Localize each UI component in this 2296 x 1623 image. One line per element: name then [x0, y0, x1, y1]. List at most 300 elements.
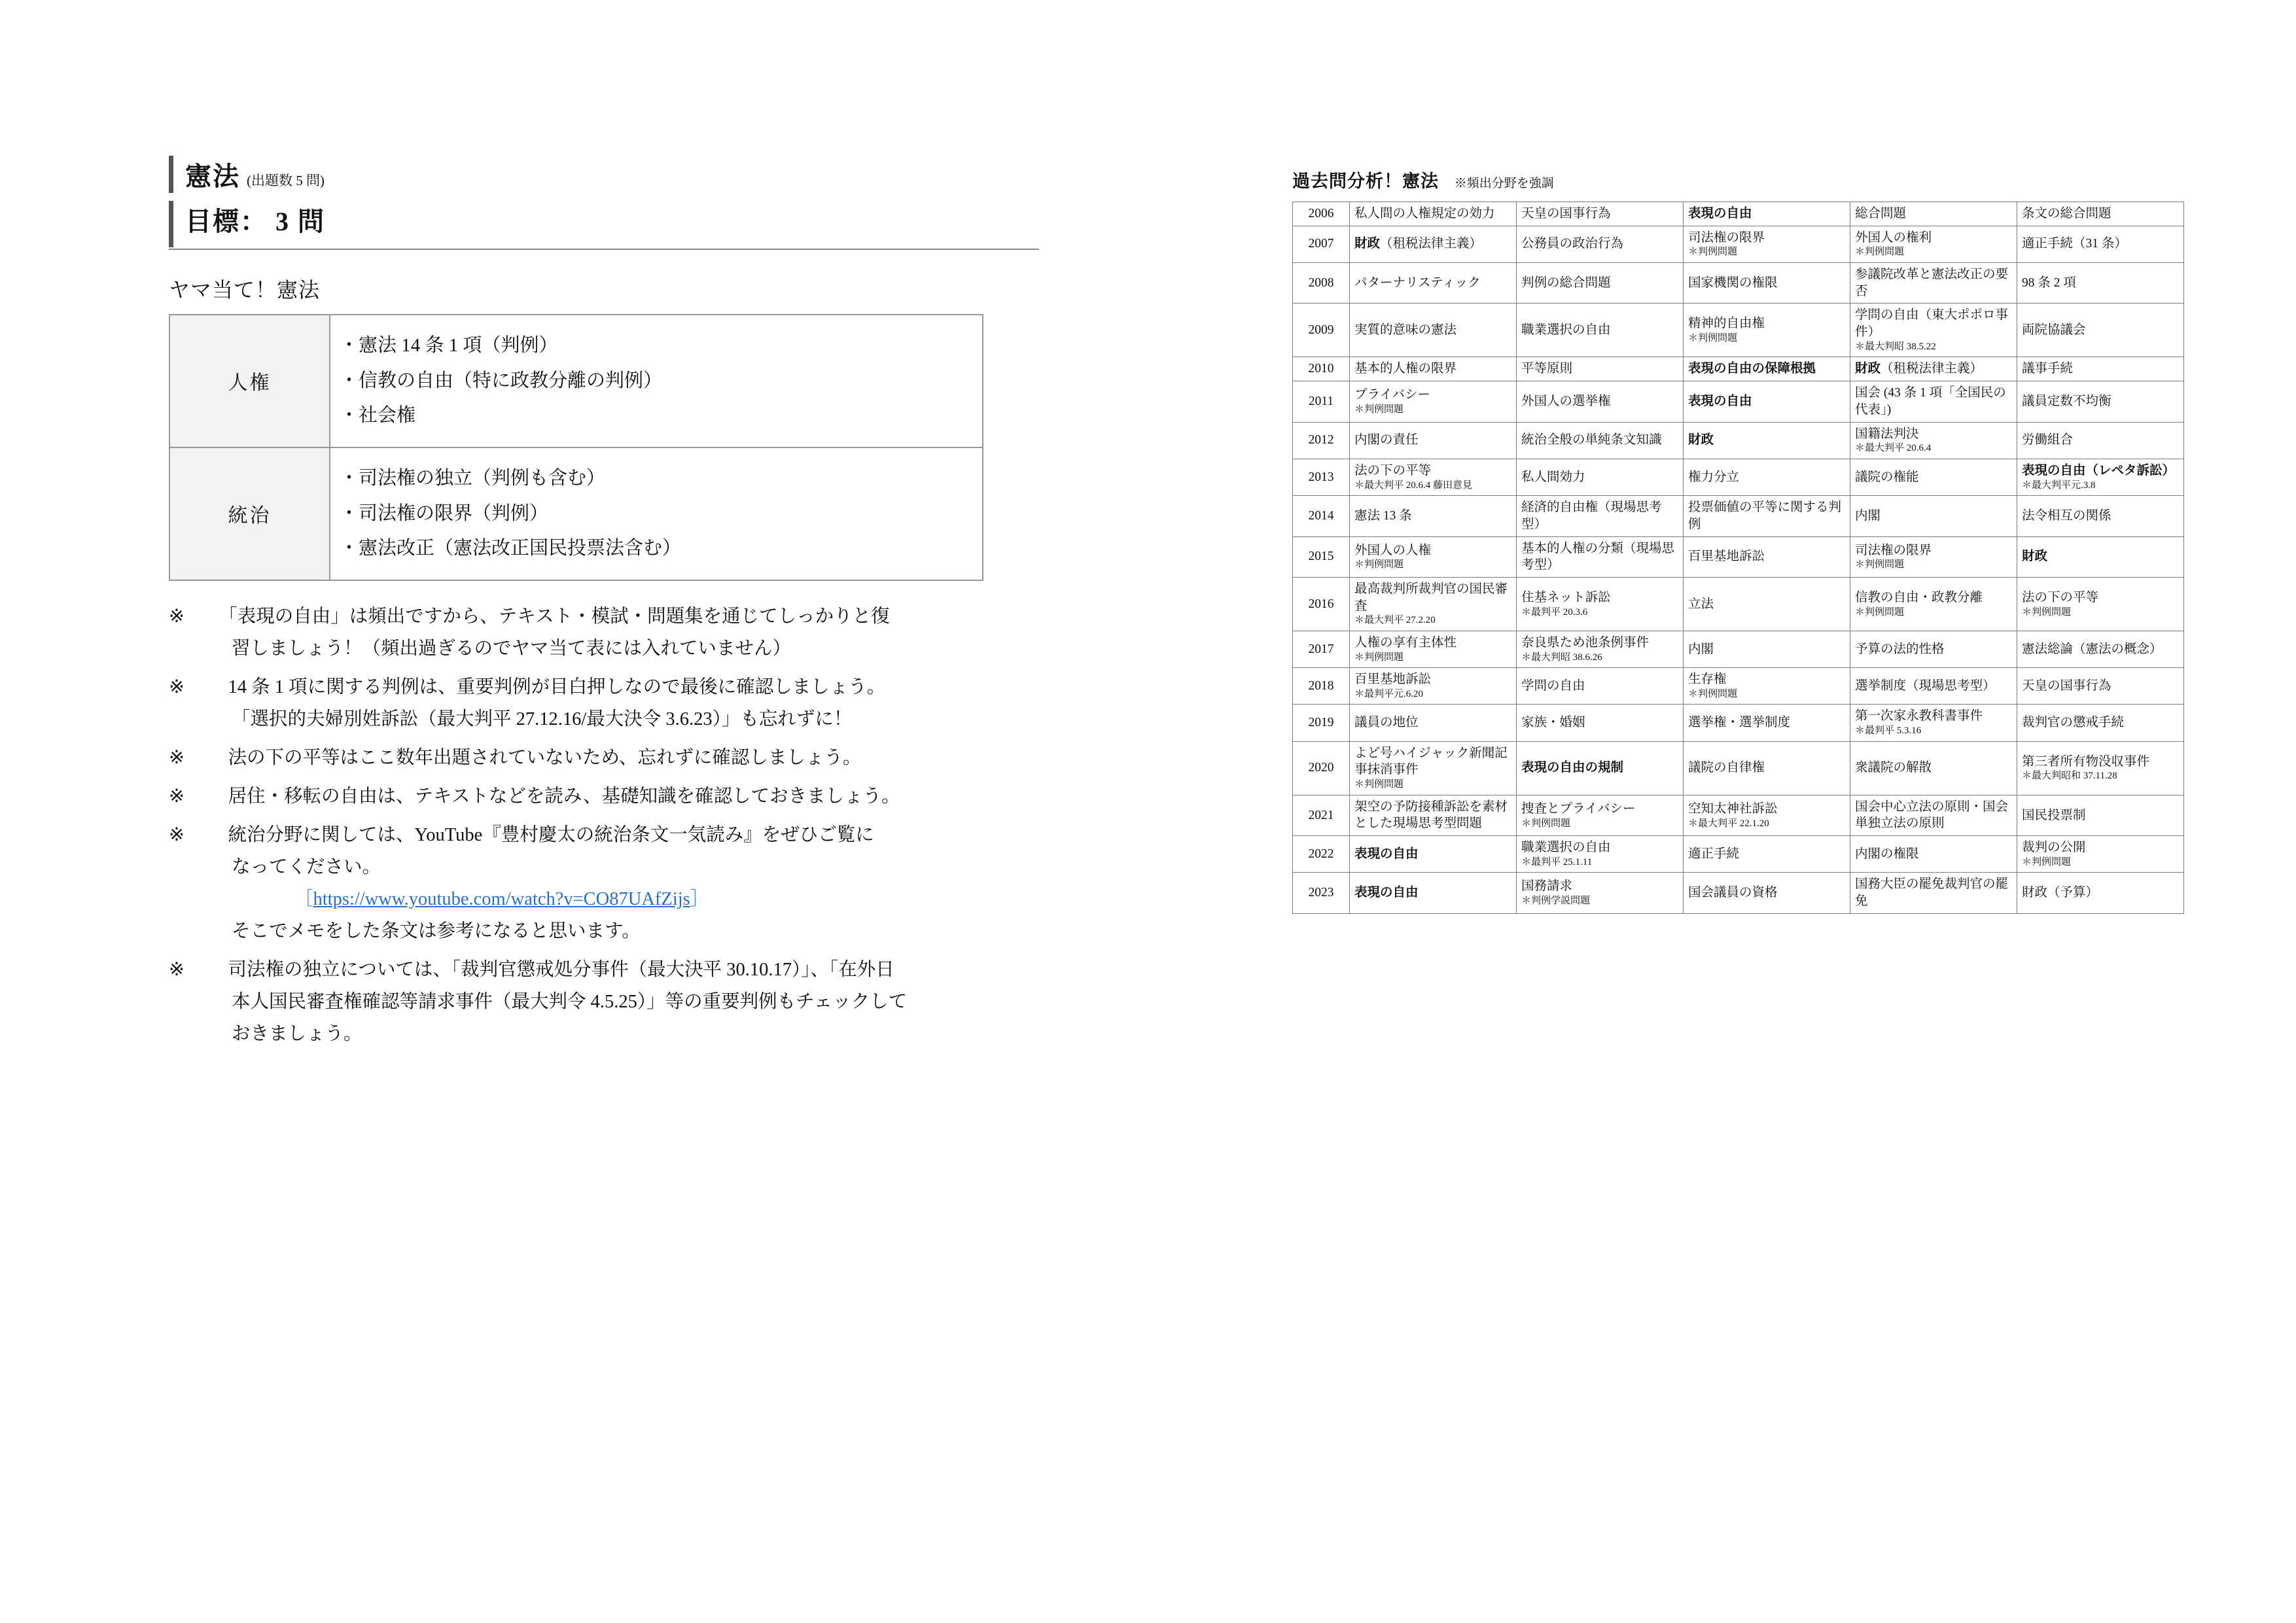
exam-topic-cell: [1850, 741, 2017, 795]
exam-topic-text: 法の下の平等: [1354, 463, 1432, 478]
exam-year: 2010: [1293, 357, 1350, 381]
exam-topic-cell: [1684, 422, 1850, 459]
exam-topic-cell: [1684, 226, 1850, 262]
exam-year: 2018: [1293, 668, 1350, 705]
exam-year: 2021: [1293, 795, 1350, 835]
exam-topic-cell: [1850, 357, 2017, 381]
exam-topic-text: 議員の地位: [1354, 716, 1419, 730]
note-body: [209, 954, 1033, 1050]
exam-topic-text: 議院の自律権: [1688, 761, 1765, 775]
note-line: 「選択的夫婦別姓訴訟（最大判平 27.12.16/最大決令 3.6.23）」も忘れずに！: [232, 708, 853, 729]
exam-topic-text: 財政: [1855, 362, 1881, 376]
exam-topic-text: 選挙制度（現場思考型）: [1855, 678, 1996, 693]
table-row: [1293, 304, 2184, 357]
exam-topic-cell: [1350, 422, 1517, 459]
exam-topic-cell: [1850, 631, 2017, 667]
exam-topic-text: 職業選択の自由: [1521, 841, 1611, 855]
exam-topic-text: 表現の自由（レペタ訴訟）: [2022, 463, 2176, 478]
exam-topic-cell: [1684, 668, 1850, 705]
exam-topic-text: 基本的人権の分類（現場思考型）: [1521, 541, 1675, 572]
goal-line: 目標： 3 問: [169, 201, 1059, 247]
exam-topic-text: 表現の自由: [1354, 886, 1419, 900]
list-item: [169, 819, 1033, 947]
title-divider: [169, 249, 1039, 250]
exam-topic-citation: ＊判例問題: [1354, 559, 1404, 570]
yama-item: ・司法権の独立（判例も含む）: [340, 467, 606, 489]
exam-topic-text: 生存権: [1688, 672, 1727, 687]
yama-item: ・司法権の限界（判例）: [340, 502, 549, 524]
yama-item: ・社会権: [340, 405, 416, 427]
exam-topic-text: 権力分立: [1688, 470, 1740, 484]
exam-topic-text: 財政: [1688, 433, 1714, 447]
exam-topic-text: 基本的人権の限界: [1354, 362, 1457, 376]
exam-topic-cell: [1350, 578, 1517, 631]
exam-topic-cell: [2017, 668, 2184, 705]
exam-topic-cell: [1684, 381, 1850, 422]
table-row: [1293, 795, 2184, 835]
exam-topic-citation: ＊判例学説問題: [1521, 896, 1591, 907]
exam-topic-cell: [1350, 357, 1517, 381]
exam-topic-text: 立法: [1688, 597, 1714, 611]
exam-topic-cell: [1684, 496, 1850, 536]
exam-topic-citation: ＊最判平元.6.20: [1354, 688, 1424, 699]
exam-topic-cell: [1517, 262, 1684, 303]
right-column: [1292, 167, 2176, 914]
exam-year: 2017: [1293, 631, 1350, 667]
exam-topic-text: 最高裁判所裁判官の国民審査: [1354, 582, 1508, 613]
exam-topic-cell: [1350, 836, 1517, 873]
exam-topic-text: 家族・婚姻: [1521, 716, 1585, 730]
exam-topic-text: 予算の法的性格: [1855, 642, 1945, 656]
exam-topic-citation: ＊最判平 25.1.11: [1521, 856, 1593, 867]
exam-topic-cell: [2017, 836, 2184, 873]
exam-topic-text: 国民投票制: [2022, 808, 2086, 822]
exam-topic-text: 空知太神社訴訟: [1688, 801, 1778, 816]
note-line: 14 条 1 項に関する判例は、重要判例が目白押しなので最後に確認しましょう。: [209, 676, 886, 697]
exam-topic-text: 議事手続: [2022, 362, 2074, 376]
page-title-main: 憲法: [185, 162, 240, 191]
note-body: [209, 819, 1033, 947]
exam-year: 2008: [1293, 262, 1350, 303]
table-row: [1293, 262, 2184, 303]
exam-topic-cell: [2017, 496, 2184, 536]
table-row: [1293, 422, 2184, 459]
note-line: おきましょう。: [232, 1024, 362, 1045]
exam-topic-text: 国会議員の資格: [1688, 886, 1778, 900]
exam-year: 2020: [1293, 741, 1350, 795]
exam-topic-text: 第三者所有物没収事件: [2022, 754, 2150, 769]
exam-topic-text: 外国人の選挙権: [1521, 394, 1611, 408]
exam-topic-text: 労働組合: [2022, 433, 2074, 447]
exam-year: 2009: [1293, 304, 1350, 357]
exam-year: 2012: [1293, 422, 1350, 459]
exam-topic-cell: [1517, 668, 1684, 705]
exam-topic-cell: [2017, 381, 2184, 422]
exam-topic-text: パターナリスティック: [1354, 275, 1481, 290]
table-row: [1293, 741, 2184, 795]
table-row: [1293, 836, 2184, 873]
exam-topic-text: 表現の自由: [1688, 394, 1752, 408]
exam-topic-text: 百里基地訴訟: [1354, 672, 1432, 687]
exam-topic-text: 内閣の権限: [1855, 846, 1919, 861]
note-line: 司法権の独立については、「裁判官懲戒処分事件（最大決平 30.10.17）」、「在外日: [209, 960, 894, 980]
exam-topic-text: 選挙権・選挙制度: [1688, 716, 1791, 730]
note-line: 居住・移転の自由は、テキストなどを読み、基礎知識を確認しておきましょう。: [209, 786, 900, 807]
exam-topic-cell: [1350, 459, 1517, 495]
exam-topic-citation: ＊最判平 20.3.6: [1521, 606, 1588, 618]
exam-topic-text: 適正手続: [1688, 846, 1740, 861]
exam-topic-text: 天皇の国事行為: [2022, 678, 2111, 693]
exam-topic-citation: ＊最大判平 27.2.20: [1354, 615, 1436, 626]
yama-item: ・信教の自由（特に政教分離の判例）: [340, 370, 663, 391]
exam-year: 2019: [1293, 705, 1350, 741]
exam-topic-cell: [1350, 705, 1517, 741]
exam-topic-cell: [1850, 536, 2017, 577]
exam-topic-cell: [1684, 836, 1850, 873]
exam-topic-text: 裁判官の懲戒手続: [2022, 716, 2125, 730]
exam-topic-cell: [1850, 262, 2017, 303]
exam-topic-text: 国会中心立法の原則・国会単独立法の原則: [1855, 799, 2009, 831]
exam-topic-cell: [1684, 741, 1850, 795]
exam-topic-cell: [1517, 459, 1684, 495]
table-row: [1293, 226, 2184, 262]
exam-topic-citation: ＊判例問題: [1855, 247, 1905, 258]
table-row: [169, 315, 983, 447]
exam-topic-text: 学問の自由: [1521, 678, 1585, 693]
note-line: 習しましょう！（頻出過ぎるのでヤマ当て表には入れていません）: [232, 638, 792, 659]
note-line: なってください。: [232, 856, 381, 877]
exam-topic-cell: [1517, 795, 1684, 835]
exam-topic-text: 財政: [2022, 550, 2048, 564]
exam-topic-citation: ＊最大判平元.3.8: [2022, 480, 2096, 491]
note-body: [209, 601, 1033, 665]
exam-year: 2011: [1293, 381, 1350, 422]
exam-year: 2022: [1293, 836, 1350, 873]
list-item: [169, 742, 1033, 774]
exam-topic-cell: [2017, 262, 2184, 303]
exam-topic-cell: [1517, 381, 1684, 422]
exam-topic-cell: [1850, 459, 2017, 495]
youtube-link[interactable]: https://www.youtube.com/watch?v=CO87UAfZijs: [313, 888, 690, 909]
exam-topic-cell: [1517, 873, 1684, 913]
page-title-sub: (出題数 5 問): [247, 173, 325, 188]
exam-topic-text: 国会 (43 条 1 項「全国民の代表」): [1855, 386, 2006, 417]
exam-topic-citation: ＊判例問題: [1354, 404, 1404, 415]
exam-topic-cell: [1850, 422, 2017, 459]
exam-topic-text: 国務大臣の罷免裁判官の罷免: [1855, 877, 2009, 909]
exam-topic-cell: [1517, 536, 1684, 577]
exam-topic-text: 内閣: [1688, 642, 1714, 656]
exam-topic-text: 憲法 13 条: [1354, 508, 1412, 523]
exam-topic-cell: [2017, 459, 2184, 495]
exam-topic-cell: [2017, 226, 2184, 262]
exam-topic-text: 法令相互の関係: [2022, 508, 2111, 523]
exam-topic-text: プライバシー: [1354, 388, 1431, 402]
list-item: [169, 780, 1033, 812]
exam-topic-text: 外国人の人権: [1354, 543, 1432, 557]
exam-topic-citation: ＊判例問題: [2022, 856, 2072, 867]
yama-row-head: 人権: [169, 315, 330, 447]
exam-topic-text: 表現の自由: [1354, 846, 1419, 861]
table-row: [169, 447, 983, 580]
note-marker: ※: [169, 606, 185, 627]
note-marker: ※: [169, 824, 185, 845]
exam-topic-text: 統治全般の単純条文知識: [1521, 433, 1662, 447]
note-marker: ※: [169, 676, 185, 697]
exam-topic-cell: [2017, 741, 2184, 795]
exam-topic-text: 実質的意味の憲法: [1354, 323, 1457, 338]
left-column: [169, 156, 1059, 1056]
bracket-open: ［: [294, 888, 313, 909]
exam-topic-text: 憲法総論（憲法の概念）: [2022, 642, 2163, 656]
exam-year: 2015: [1293, 536, 1350, 577]
exam-topic-citation: ＊最大判平 20.6.4: [1855, 443, 1932, 454]
table-row: [1293, 536, 2184, 577]
exam-topic-text: 適正手続（31 条）: [2022, 237, 2127, 251]
table-row: [1293, 705, 2184, 741]
exam-topic-text: 判例の総合問題: [1521, 275, 1611, 290]
exam-topic-cell: [1517, 496, 1684, 536]
exam-topic-text: 信教の自由・政教分離: [1855, 590, 1983, 604]
note-link-line: [209, 883, 1033, 915]
exam-topic-citation: ＊判例問題: [1354, 779, 1404, 790]
exam-topic-text: 内閣の責任: [1354, 433, 1419, 447]
exam-topic-cell: [1350, 536, 1517, 577]
exam-topic-text: 司法権の限界: [1855, 543, 1932, 557]
exam-topic-citation: ＊判例問題: [1855, 559, 1905, 570]
exam-topic-cell: [1684, 795, 1850, 835]
exam-topic-text: 私人間効力: [1521, 470, 1585, 484]
exam-topic-text: 参議院改革と憲法改正の要否: [1855, 267, 2009, 298]
exam-topic-cell: [1850, 873, 2017, 913]
yama-item: ・憲法 14 条 1 項（判例）: [340, 335, 558, 356]
note-line: 統治分野に関しては、YouTube『豊村慶太の統治条文一気読み』をぜひご覧に: [209, 824, 874, 845]
exam-topic-text: 財政: [1354, 237, 1381, 251]
exam-topic-text: 国家機関の権限: [1688, 275, 1778, 290]
exam-topic-citation: ＊判例問題: [1688, 688, 1738, 699]
exam-topic-citation: ＊最大判昭 38.5.22: [1855, 341, 1936, 352]
exam-topic-cell: [1850, 381, 2017, 422]
exam-topic-text: 捜査とプライバシー: [1521, 801, 1636, 816]
yama-item: ・憲法改正（憲法改正国民投票法含む）: [340, 538, 682, 559]
exam-topic-cell: [2017, 304, 2184, 357]
exam-topic-cell: [2017, 422, 2184, 459]
exam-year: 2014: [1293, 496, 1350, 536]
exam-topic-text: 司法権の限界: [1688, 230, 1765, 245]
table-row: [1293, 873, 2184, 913]
table-row: [1293, 357, 2184, 381]
exam-topic-text: 財政（予算）: [2022, 886, 2099, 900]
exam-topic-citation: ＊判例問題: [1855, 606, 1905, 618]
exam-topic-cell: [1350, 226, 1517, 262]
exam-topic-text: 投票価値の平等に関する判例: [1688, 500, 1842, 531]
exam-year: 2016: [1293, 578, 1350, 631]
exam-topic-text: 架空の予防接種訴訟を素材とした現場思考型問題: [1354, 799, 1508, 831]
exam-topic-text: 裁判の公開: [2022, 841, 2086, 855]
exam-topic-text: 学問の自由（東大ポポロ事件）: [1855, 308, 2009, 340]
exam-topic-cell: [1517, 422, 1684, 459]
exam-topic-cell: [1350, 741, 1517, 795]
exam-topic-cell: [1517, 202, 1684, 226]
exam-topic-cell: [1350, 496, 1517, 536]
exam-topic-citation: ＊最大判昭 38.6.26: [1521, 652, 1602, 663]
exam-topic-text: 外国人の権利: [1855, 230, 1932, 245]
table-row: [1293, 459, 2184, 495]
exam-topic-cell: [2017, 631, 2184, 667]
bracket-close: ］: [690, 888, 709, 909]
yama-row-body: [330, 315, 983, 447]
exam-topic-cell: [1684, 631, 1850, 667]
exam-topic-cell: [1850, 202, 2017, 226]
exam-topic-cell: [2017, 536, 2184, 577]
table-row: [1293, 578, 2184, 631]
yama-heading: ヤマ当て！憲法: [169, 278, 321, 302]
exam-topic-cell: [1850, 226, 2017, 262]
exam-topic-citation: ＊判例問題: [1688, 333, 1738, 344]
exam-topic-cell: [1350, 795, 1517, 835]
exam-year: 2007: [1293, 226, 1350, 262]
note-line: 法の下の平等はここ数年出題されていないため、忘れずに確認しましょう。: [209, 747, 862, 768]
exam-topic-citation: ＊判例問題: [1688, 247, 1738, 258]
exam-topic-cell: [1517, 357, 1684, 381]
exam-topic-cell: [1517, 578, 1684, 631]
yama-row-body: [330, 447, 983, 580]
exam-topic-text: 表現の自由: [1688, 207, 1752, 220]
exam-topic-citation: ＊判例問題: [2022, 606, 2072, 618]
note-marker: ※: [169, 786, 185, 807]
exam-topic-text: 議員定数不均衡: [2022, 394, 2111, 408]
exam-topic-cell: [1850, 496, 2017, 536]
exam-topic-cell: [1517, 226, 1684, 262]
list-item: [169, 954, 1033, 1050]
past-exam-table: [1292, 201, 2184, 914]
exam-topic-text: 衆議院の解散: [1855, 761, 1932, 775]
exam-topic-cell: [1350, 668, 1517, 705]
yama-table: [169, 314, 983, 581]
exam-topic-cell: [2017, 873, 2184, 913]
exam-topic-citation: ＊最大判平 20.6.4 藤田意見: [1354, 480, 1473, 491]
exam-topic-text: 平等原則: [1521, 362, 1573, 376]
exam-topic-cell: [1350, 631, 1517, 667]
exam-topic-cell: [2017, 202, 2184, 226]
note-line: 本人国民審査権確認等請求事件（最大判令 4.5.25）」等の重要判例もチェックして: [232, 992, 908, 1013]
table-row: [1293, 202, 2184, 226]
exam-topic-citation: ＊判例問題: [1521, 818, 1571, 829]
exam-topic-text: 国籍法判決: [1855, 427, 1919, 441]
exam-topic-cell: [1350, 262, 1517, 303]
exam-topic-cell: [1850, 836, 2017, 873]
exam-topic-text: 議院の権能: [1855, 470, 1919, 484]
exam-topic-citation: ＊判例問題: [1354, 652, 1404, 663]
exam-topic-cell: [1684, 536, 1850, 577]
note-body: [209, 742, 1033, 774]
exam-topic-citation: ＊最判平 5.3.16: [1855, 725, 1922, 737]
exam-topic-cell: [1850, 795, 2017, 835]
exam-topic-cell: [1684, 459, 1850, 495]
exam-topic-subtext: （租税法律主義）: [1881, 362, 1983, 376]
exam-topic-text: 人権の享有主体性: [1354, 635, 1457, 650]
exam-topic-cell: [2017, 705, 2184, 741]
exam-topic-cell: [1517, 304, 1684, 357]
exam-year: 2013: [1293, 459, 1350, 495]
exam-topic-text: 表現の自由の保障根拠: [1688, 362, 1816, 376]
exam-topic-cell: [1684, 202, 1850, 226]
exam-topic-cell: [1350, 304, 1517, 357]
note-line: そこでメモをした条文は参考になると思います。: [232, 920, 641, 941]
past-exam-heading: [1292, 167, 2143, 192]
exam-topic-cell: [1684, 705, 1850, 741]
exam-topic-cell: [1684, 873, 1850, 913]
exam-topic-text: 私人間の人権規定の効力: [1354, 207, 1495, 220]
table-row: [1293, 496, 2184, 536]
notes-list: [169, 601, 1033, 1050]
note-body: [209, 780, 1033, 812]
exam-topic-text: 98 条 2 項: [2022, 275, 2076, 290]
note-body: [209, 671, 1033, 735]
yama-row-head: 統治: [169, 447, 330, 580]
table-row: [1293, 381, 2184, 422]
exam-topic-text: 両院協議会: [2022, 323, 2086, 338]
exam-topic-cell: [1517, 631, 1684, 667]
exam-topic-text: よど号ハイジャック新聞記事抹消事件: [1354, 746, 1508, 777]
exam-topic-text: 条文の総合問題: [2022, 207, 2111, 220]
exam-topic-text: 住基ネット訴訟: [1521, 590, 1611, 604]
exam-topic-text: 経済的自由権（現場思考型）: [1521, 500, 1662, 531]
list-item: [169, 671, 1033, 735]
exam-topic-cell: [1517, 705, 1684, 741]
exam-topic-cell: [1517, 836, 1684, 873]
exam-topic-text: 表現の自由の規制: [1521, 761, 1624, 775]
exam-topic-cell: [1850, 578, 2017, 631]
table-row: [1293, 668, 2184, 705]
page-title: [169, 156, 1059, 193]
exam-topic-cell: [1684, 578, 1850, 631]
exam-topic-cell: [1850, 668, 2017, 705]
exam-topic-cell: [2017, 357, 2184, 381]
past-exam-title: 過去問分析！憲法: [1292, 171, 1439, 191]
exam-topic-text: 百里基地訴訟: [1688, 550, 1765, 564]
exam-year: 2006: [1293, 202, 1350, 226]
exam-topic-text: 天皇の国事行為: [1521, 207, 1611, 220]
exam-topic-cell: [1684, 357, 1850, 381]
past-exam-note: ※頻出分野を強調: [1454, 177, 1554, 190]
exam-topic-subtext: （租税法律主義）: [1380, 237, 1483, 251]
exam-topic-cell: [1850, 705, 2017, 741]
list-item: [169, 601, 1033, 665]
exam-topic-cell: [1350, 202, 1517, 226]
exam-topic-text: 職業選択の自由: [1521, 323, 1611, 338]
exam-topic-cell: [2017, 578, 2184, 631]
exam-topic-text: 公務員の政治行為: [1521, 237, 1624, 251]
exam-topic-cell: [1850, 304, 2017, 357]
exam-topic-cell: [1684, 262, 1850, 303]
exam-topic-text: 国務請求: [1521, 879, 1573, 894]
exam-year: 2023: [1293, 873, 1350, 913]
exam-topic-text: 奈良県ため池条例事件: [1521, 635, 1650, 650]
exam-topic-cell: [1684, 304, 1850, 357]
exam-topic-cell: [1350, 381, 1517, 422]
exam-topic-text: 総合問題: [1855, 207, 1907, 220]
exam-topic-text: 第一次家永教科書事件: [1855, 709, 1983, 724]
note-marker: ※: [169, 960, 185, 980]
exam-topic-cell: [2017, 795, 2184, 835]
note-marker: ※: [169, 747, 185, 768]
table-row: [1293, 631, 2184, 667]
note-line: 「表現の自由」は頻出ですから、テキスト・模試・問題集を通じてしっかりと復: [209, 606, 890, 627]
exam-topic-citation: ＊最大判平 22.1.20: [1688, 818, 1769, 829]
exam-topic-citation: ＊最大判昭和 37.11.28: [2022, 771, 2117, 782]
exam-topic-text: 法の下の平等: [2022, 590, 2099, 604]
